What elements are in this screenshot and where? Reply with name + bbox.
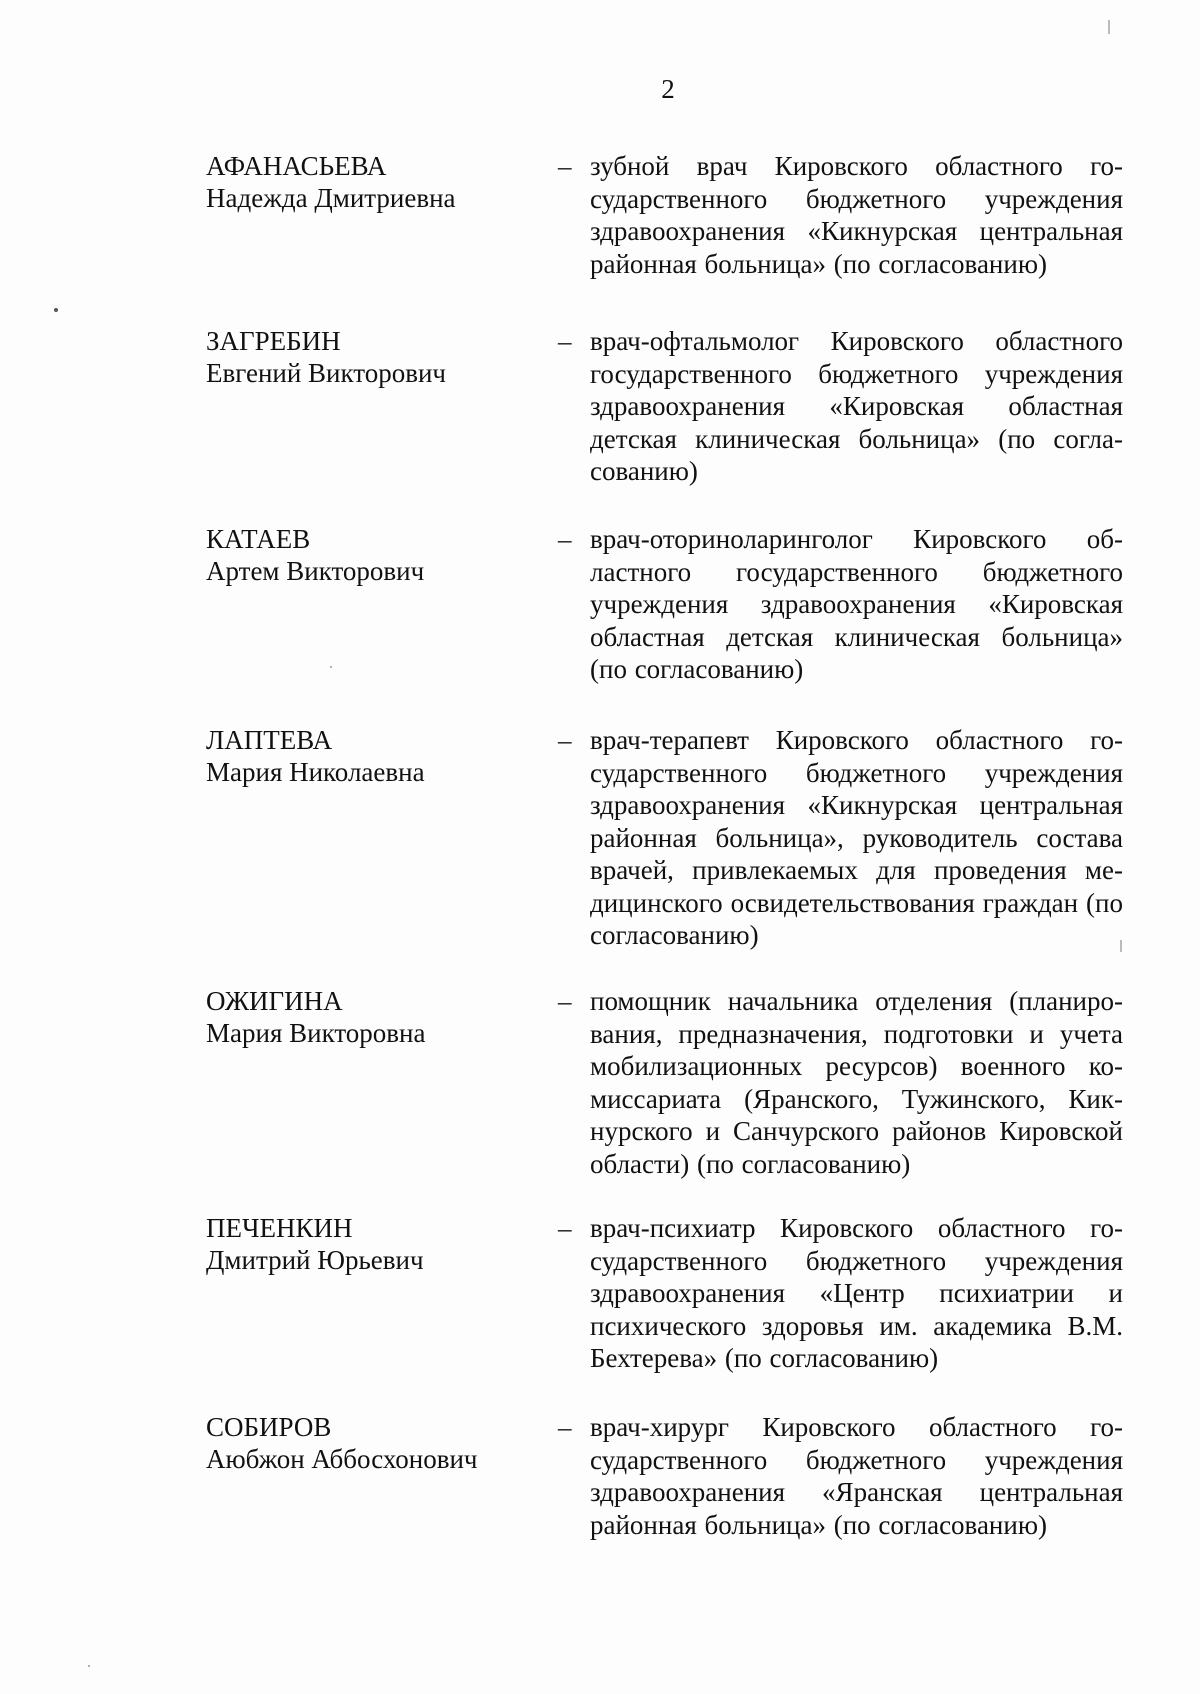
- member-surname: СОБИРОВ: [206, 1412, 332, 1442]
- member-description: врач-оториноларинголог Кировского областного государственного бюджетного учреждения здравоохранения «Кировская областная детская клиническая больница» (по согласованию): [590, 524, 1123, 684]
- member-surname: ОЖИГИНА: [206, 986, 343, 1016]
- entry-dash: –: [558, 986, 572, 1016]
- member-description: врач-офтальмолог Кировского областного государственного бюджетного учреждения здравоохранения «Кировская областная детская клиническая больница» (по согласованию): [590, 326, 1123, 486]
- page-number: 2: [661, 74, 675, 104]
- member-given-name: Евгений Викторович: [206, 358, 446, 388]
- member-description: зубной врач Кировского областного государственного бюджетного учреждения здравоохранения «Кикнурская центральная районная больница» (по согласованию): [590, 151, 1123, 279]
- scan-speck: [1108, 20, 1110, 34]
- scan-speck: [330, 666, 332, 668]
- member-given-name: Артем Викторович: [206, 556, 425, 586]
- member-given-name: Мария Викторовна: [206, 1018, 426, 1048]
- member-given-name: Дмитрий Юрьевич: [206, 1245, 424, 1275]
- member-given-name: Надежда Дмитриевна: [206, 183, 456, 213]
- member-surname: АФАНАСЬЕВА: [206, 151, 387, 181]
- member-name: [206, 150, 546, 214]
- member-description: врач-терапевт Кировского областного государственного бюджетного учреждения здравоохранения «Кикнурская центральная районная больница», руководитель состава врачей, привлекаемых для проведения медицинского освидетельствования граждан (по согласованию): [590, 725, 1123, 950]
- entry-dash: –: [558, 524, 572, 554]
- member-description: врач-хирург Кировского областного государственного бюджетного учреждения здравоохранения «Яранская центральная районная больница» (по согласованию): [590, 1412, 1123, 1540]
- member-name: [206, 325, 546, 389]
- member-surname: ПЕЧЕНКИН: [206, 1213, 353, 1243]
- scan-speck: [1120, 940, 1122, 952]
- member-name: [206, 1411, 546, 1475]
- member-name: [206, 523, 546, 587]
- member-name: [206, 985, 546, 1049]
- member-name: [206, 1212, 546, 1276]
- entry-dash: –: [558, 725, 572, 755]
- member-name: [206, 724, 546, 788]
- member-surname: КАТАЕВ: [206, 524, 311, 554]
- member-description: помощник начальника отделения (планирования, предназначения, подготовки и учета мобилизационных ресурсов) военного комиссариата (Яранского, Тужинского, Кикнурского и Санчурского районов Кировской области) (по согласованию): [590, 986, 1123, 1179]
- scan-speck: [88, 1665, 90, 1667]
- member-surname: ЛАПТЕВА: [206, 725, 333, 755]
- scan-speck: [54, 308, 58, 312]
- member-given-name: Аюбжон Аббосхонович: [206, 1444, 478, 1474]
- entry-dash: –: [558, 326, 572, 356]
- entry-dash: –: [558, 151, 572, 181]
- member-description: врач-психиатр Кировского областного государственного бюджетного учреждения здравоохранения «Центр психиатрии и психического здоровья им. академика В.М. Бехтерева» (по согласованию): [590, 1213, 1123, 1373]
- member-given-name: Мария Николаевна: [206, 757, 425, 787]
- member-surname: ЗАГРЕБИН: [206, 326, 341, 356]
- entry-dash: –: [558, 1412, 572, 1442]
- entry-dash: –: [558, 1213, 572, 1243]
